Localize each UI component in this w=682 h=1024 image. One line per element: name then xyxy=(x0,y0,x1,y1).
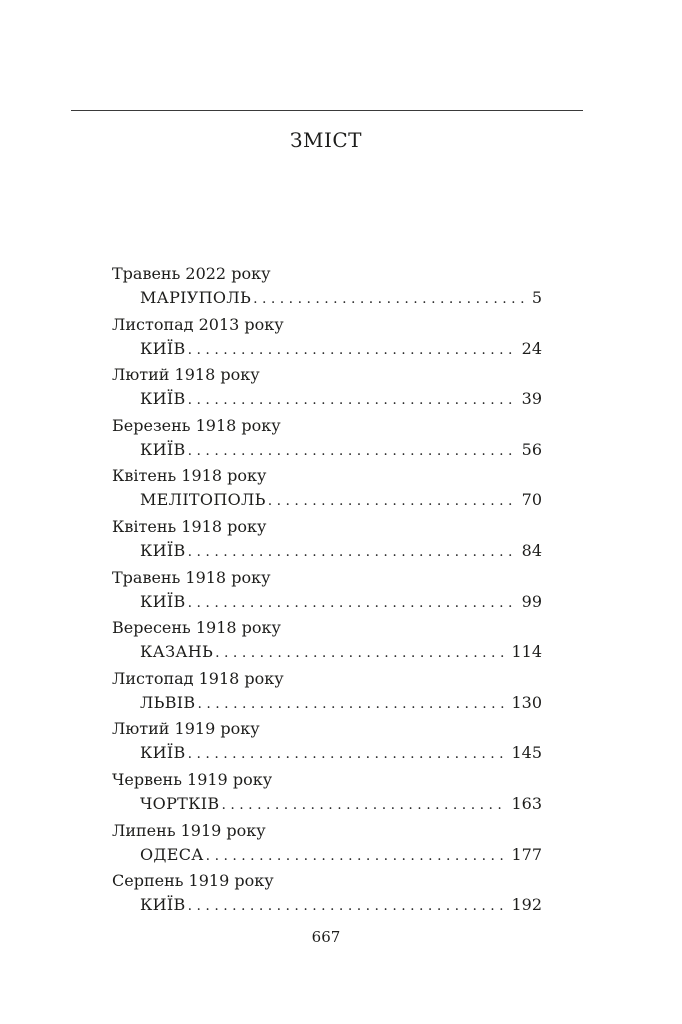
toc-entry-date: Вересень 1918 року xyxy=(112,618,281,638)
toc-entry-line xyxy=(140,591,542,613)
toc-entry-line xyxy=(140,287,542,309)
toc-entry-date: Липень 1919 року xyxy=(112,820,266,840)
toc-entry-line xyxy=(140,540,542,562)
toc-entry-line xyxy=(140,388,542,410)
toc-entry-line xyxy=(140,489,542,511)
toc-entry-line xyxy=(140,844,542,866)
toc-entry-page: 56 xyxy=(521,439,542,459)
toc-entry-page: 5 xyxy=(531,288,542,307)
dot-leader xyxy=(188,743,508,765)
toc-entry-page: 70 xyxy=(521,490,542,510)
toc-entry-date: Березень 1918 року xyxy=(112,415,281,435)
toc-entry-date: Травень 1918 року xyxy=(112,567,271,587)
toc-entry xyxy=(112,820,542,871)
toc-entry-date: Листопад 1918 року xyxy=(112,668,284,688)
dot-leader xyxy=(253,288,528,310)
toc-entry-place: КИЇВ xyxy=(140,540,186,560)
toc-entry-page: 39 xyxy=(521,389,542,409)
toc-entry-place: ОДЕСА xyxy=(140,844,204,864)
toc-entry-page: 177 xyxy=(511,844,542,864)
toc-entry-page: 163 xyxy=(511,793,542,813)
toc-entry-page: 114 xyxy=(511,642,542,662)
toc-entry xyxy=(112,314,542,365)
toc-entry xyxy=(112,769,542,820)
toc-entry xyxy=(112,567,542,618)
toc-entry xyxy=(112,617,542,668)
toc-entry-line xyxy=(140,742,542,764)
toc-entry-place: КИЇВ xyxy=(140,591,186,611)
header-rule xyxy=(71,110,583,111)
toc-entry-place: ЧОРТКІВ xyxy=(140,793,220,813)
toc-entry-page: 24 xyxy=(521,338,542,358)
toc-entry xyxy=(112,516,542,567)
toc-entry-page: 84 xyxy=(521,540,542,560)
dot-leader xyxy=(188,440,518,462)
toc-entry-line xyxy=(140,338,542,360)
dot-leader xyxy=(188,895,508,917)
toc-entry-date: Лютий 1919 року xyxy=(112,719,260,739)
toc-entry-date: Червень 1919 року xyxy=(112,769,273,789)
toc-entry-date: Квітень 1918 року xyxy=(112,516,267,536)
dot-leader xyxy=(206,845,508,867)
dot-leader xyxy=(221,794,507,816)
toc-entry-place: КАЗАНЬ xyxy=(140,642,214,662)
toc-entry-date: Серпень 1919 року xyxy=(112,871,274,891)
toc-entry-line xyxy=(140,439,542,461)
toc-entry-date: Квітень 1918 року xyxy=(112,466,267,486)
table-of-contents xyxy=(112,263,542,921)
toc-entry-place: КИЇВ xyxy=(140,743,186,763)
dot-leader xyxy=(215,642,507,664)
dot-leader xyxy=(188,592,518,614)
toc-entry xyxy=(112,415,542,466)
toc-entry-page: 145 xyxy=(511,743,542,763)
toc-entry-line xyxy=(140,692,542,714)
toc-entry-page: 130 xyxy=(511,692,542,712)
toc-entry-line xyxy=(140,894,542,916)
toc-entry-line xyxy=(140,641,542,663)
dot-leader xyxy=(197,693,507,715)
dot-leader xyxy=(188,339,518,361)
toc-entry-page: 99 xyxy=(521,591,542,611)
toc-entry xyxy=(112,870,542,921)
toc-entry-place: МЕЛІТОПОЛЬ xyxy=(140,490,266,510)
dot-leader xyxy=(188,541,518,563)
toc-entry xyxy=(112,718,542,769)
toc-entry xyxy=(112,668,542,719)
dot-leader xyxy=(188,389,518,411)
toc-entry xyxy=(112,263,542,314)
page-number: 667 xyxy=(311,928,341,946)
toc-entry-date: Листопад 2013 року xyxy=(112,314,284,334)
toc-entry-place: КИЇВ xyxy=(140,389,186,409)
toc-entry-place: КИЇВ xyxy=(140,439,186,459)
toc-entry-page: 192 xyxy=(511,895,542,915)
toc-entry-place: КИЇВ xyxy=(140,895,186,915)
toc-entry-place: ЛЬВІВ xyxy=(140,692,196,712)
page-title: ЗМІСТ xyxy=(290,128,362,152)
toc-entry-date: Травень 2022 року xyxy=(112,264,271,283)
dot-leader xyxy=(268,490,518,512)
toc-entry-line xyxy=(140,793,542,815)
toc-entry-place: МАРІУПОЛЬ xyxy=(140,288,252,307)
toc-entry xyxy=(112,465,542,516)
toc-entry-date: Лютий 1918 року xyxy=(112,365,260,385)
toc-entry xyxy=(112,364,542,415)
toc-entry-place: КИЇВ xyxy=(140,338,186,358)
